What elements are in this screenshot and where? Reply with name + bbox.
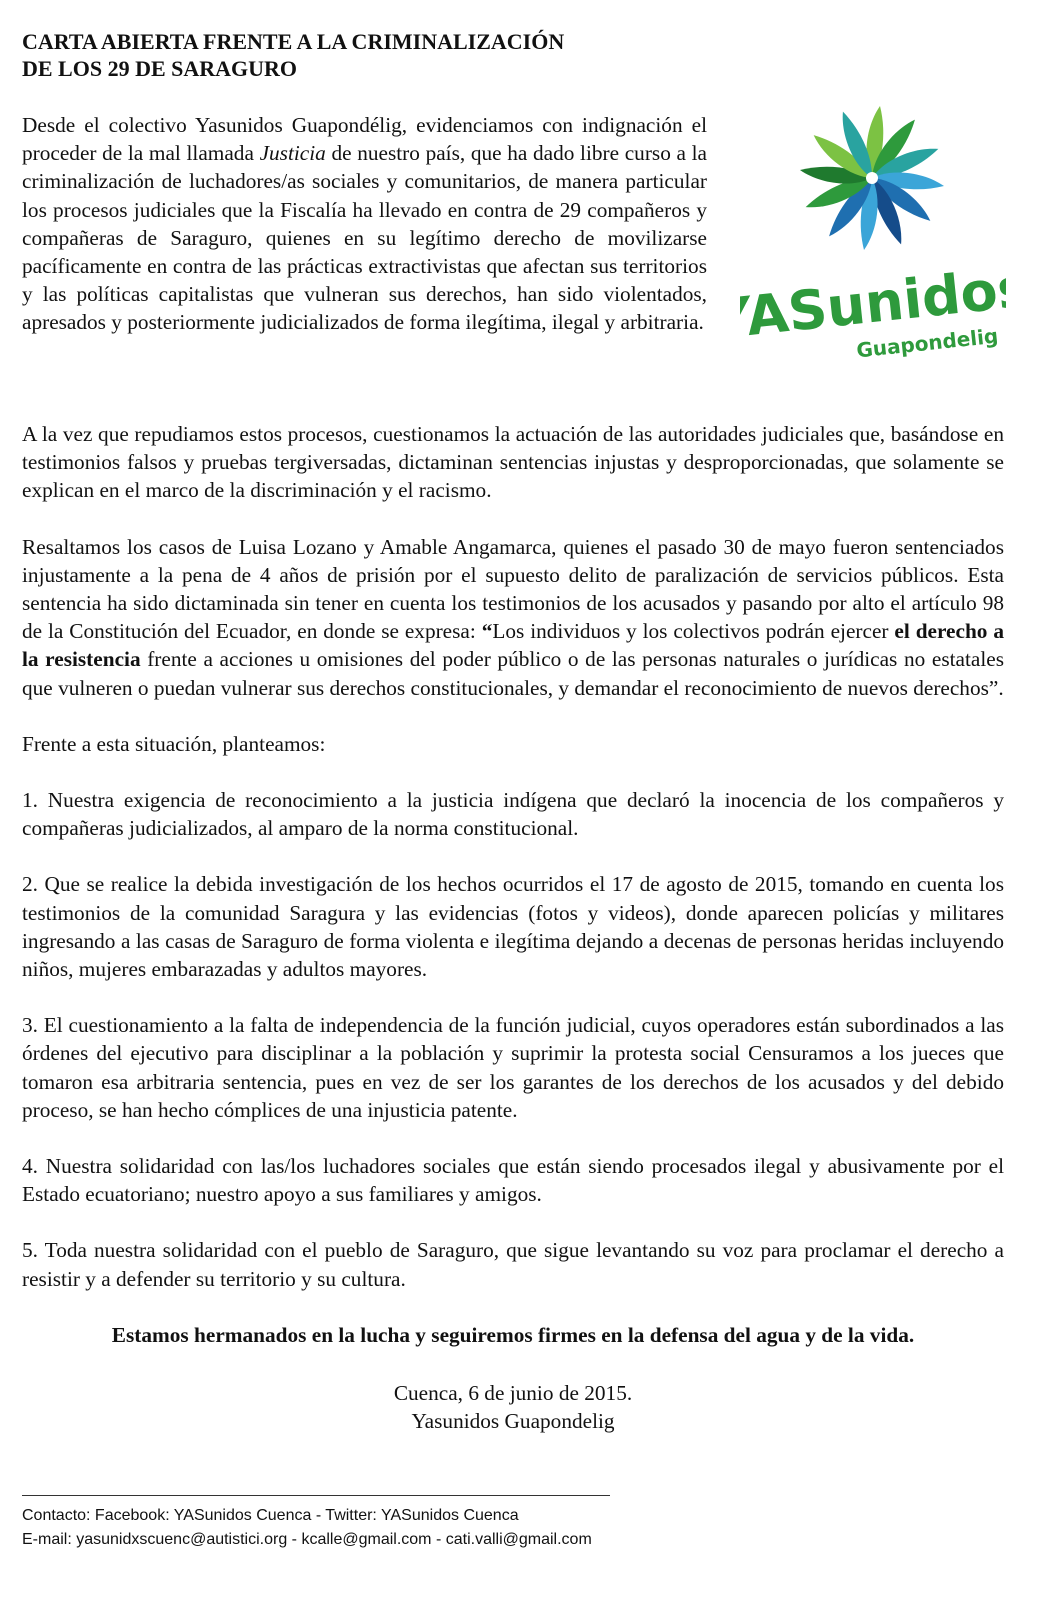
letter-body — [22, 420, 1004, 1435]
footer-divider — [22, 1495, 610, 1496]
signature-place-date: Cuenca, 6 de junio de 2015. — [393, 1380, 633, 1405]
contact-footer — [22, 1504, 782, 1552]
intro-text-b: de nuestro país, que ha dado libre curso a la criminalización de luchadores/as sociales y comunitarios, de manera particular los procesos judiciales que la Fiscalía ha llevado en contra de 29 compañeros y compañeras de Saraguro, quienes en su legítimo derecho de movilizarse pacíficamente en contra de las prácticas extractivistas que afectan sus territorios y las políticas capitalistas que vulneran sus derechos, han sido violentados, apresados y posteriormente judicializados de forma ilegítima, ilegal y arbitraria. — [22, 141, 707, 335]
intro-text-a: Desde el colectivo Yasunidos Guapondélig, evidenciamos con indignación el proceder de la mal llamada — [22, 113, 707, 166]
title-line-2: DE LOS 29 DE SARAGURO — [22, 56, 298, 81]
paragraph-3-text: Resaltamos los casos de Luisa Lozano y Amable Angamarca, quienes el pasado 30 de mayo fueron sentenciados injustamente a la pena de 4 años de prisión por el supuesto delito de paralización de servicios públicos. Esta sentencia ha sido dictaminada sin tener en cuenta los testimonios de los acusados y pasando por alto el artículo 98 de la Constitución del Ecuador, en donde se expresa: — [22, 534, 1004, 644]
quote-text-b: frente a acciones u omisiones del poder público o de las personas naturales o jurídicas no estatales que vulneren o puedan vulnerar sus derechos constitucionales, y demandar el reconocimiento de nuevos derechos”. — [22, 647, 1004, 700]
document-title — [22, 28, 722, 82]
list-item-5: 5. Toda nuestra solidaridad con el pueblo de Saraguro, que sigue levantando su voz para proclamar el derecho a resistir y a defender su territorio y su cultura. — [22, 1238, 1004, 1291]
paragraph-3 — [22, 533, 1004, 702]
signature-org: Yasunidos Guapondelig — [411, 1408, 615, 1433]
logo-subtext: Guapondelig — [855, 323, 1000, 363]
list-item-1: 1. Nuestra exigencia de reconocimiento a la justicia indígena que declaró la inocencia de los compañeros y compañeras judicializados, al amparo de la norma constitucional. — [22, 788, 1004, 841]
quote-text-a: Los individuos y los colectivos podrán ejercer — [492, 619, 895, 644]
list-item-4: 4. Nuestra solidaridad con las/los luchadores sociales que están siendo procesados ilegal y abusivamente por el Estado ecuatoriano; nuestro apoyo a sus familiares y amigos. — [22, 1154, 1004, 1207]
yasunidos-logo — [740, 100, 1006, 365]
logo-wordmark: YASunidos — [740, 255, 1006, 352]
quote-bold: el derecho a la resistencia — [22, 619, 1004, 672]
list-item-2: 2. Que se realice la debida investigación de los hechos ocurridos el 17 de agosto de 2015, tomando en cuenta los testimonios de la comunidad Saragura y las evidencias (fotos y videos), donde aparecen policías y militares ingresando a las casas de Saraguro de forma violenta e ilegítima dejando a decenas de personas heridas incluyendo niños, mujeres embarazadas y adultos mayores. — [22, 872, 1004, 982]
list-item-3: 3. El cuestionamiento a la falta de independencia de la función judicial, cuyos operadores están subordinados a las órdenes del ejecutivo para disciplinar a la población y suprimir la protesta social Censuramos a los jueces que tomaron esa arbitraria sentencia, pues en vez de ser los garantes de los derechos de los acusados y del debido proceso, se han hecho cómplices de una injusticia patente. — [22, 1013, 1004, 1122]
paragraph-4: Frente a esta situación, planteamos: — [22, 731, 326, 756]
intro-paragraph — [22, 111, 707, 337]
contact-social: Contacto: Facebook: YASunidos Cuenca - Twitter: YASunidos Cuenca — [22, 1507, 519, 1524]
closing-statement: Estamos hermanados en la lucha y seguiremos firmes en la defensa del agua y de la vida. — [111, 1322, 915, 1347]
pinwheel-logo-icon — [740, 100, 1006, 365]
title-line-1: CARTA ABIERTA FRENTE A LA CRIMINALIZACIÓN — [22, 29, 565, 54]
quote-open: “ — [481, 619, 493, 644]
paragraph-2: A la vez que repudiamos estos procesos, cuestionamos la actuación de las autoridades judiciales que, basándose en testimonios falsos y pruebas tergiversadas, dictaminan sentencias injustas y desproporcionadas, que solamente se explican en el marco de la discriminación y el racismo. — [22, 422, 1004, 503]
contact-email: E-mail: yasunidxscuenc@autistici.org - kcalle@gmail.com - cati.valli@gmail.com — [22, 1531, 592, 1548]
intro-italic: Justicia — [259, 141, 326, 166]
